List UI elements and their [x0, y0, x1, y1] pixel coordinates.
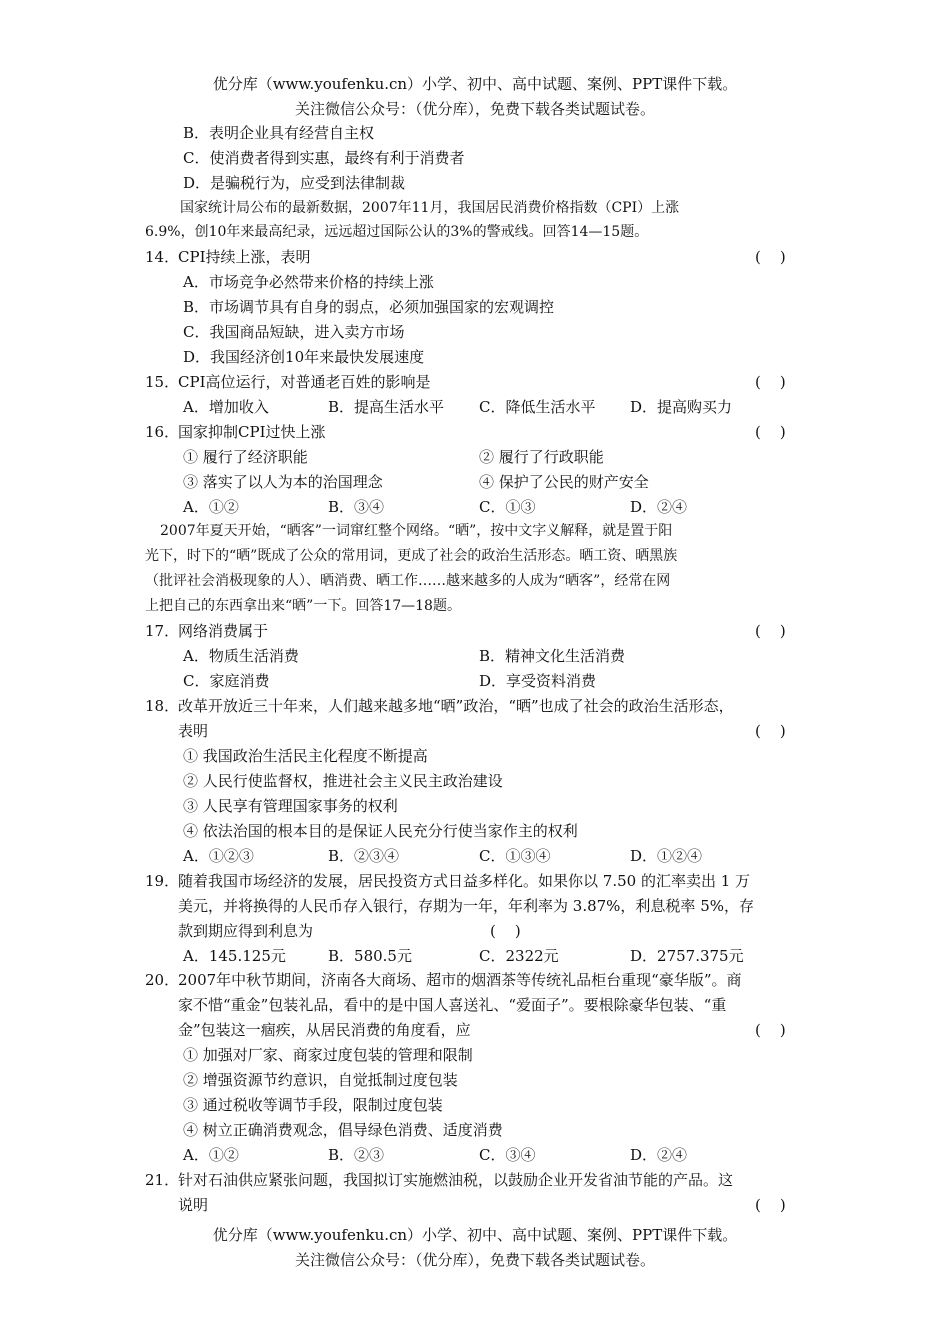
q19-option-a: A．145.125元	[183, 947, 286, 965]
q15-stem: CPI高位运行，对普通老百姓的影响是	[178, 373, 431, 391]
q18-answer-bracket: ( )	[755, 722, 786, 740]
q18-stem-line-1: 改革开放近三十年来，人们越来越多地“晒”政治，“晒”也成了社会的政治生活形态，	[178, 697, 734, 715]
q15-number: 15．	[145, 373, 180, 391]
q14-number: 14．	[145, 248, 180, 266]
q17-number: 17．	[145, 622, 180, 640]
q13-option-c: C．使消费者得到实惠，最终有利于消费者	[183, 149, 465, 167]
q20-stem-line-1: 2007年中秋节期间，济南各大商场、超市的烟酒茶等传统礼品柜台重现“豪华版”。商	[178, 971, 742, 989]
q14-stem: CPI持续上涨，表明	[178, 248, 311, 266]
q18-option-b: B．②③④	[328, 847, 400, 865]
q14-answer-bracket: ( )	[755, 248, 786, 266]
q19-stem-line-1: 随着我国市场经济的发展，居民投资方式日益多样化。如果你以 7.50 的汇率卖出 1 万	[178, 872, 751, 890]
q20-number: 20．	[145, 971, 180, 989]
q21-stem-line-2: 说明	[178, 1196, 209, 1214]
q19-stem-line-3: 款到期应得到利息为	[178, 922, 314, 940]
q18-option-c: C．①③④	[479, 847, 551, 865]
q16-option-c: C．①③	[479, 498, 536, 516]
q16-statement-4: ④ 保护了公民的财产安全	[479, 473, 649, 491]
q18-option-a: A．①②③	[183, 847, 254, 865]
q21-answer-bracket: ( )	[755, 1196, 786, 1214]
q14-option-d: D．我国经济创10年来最快发展速度	[183, 348, 425, 366]
q19-number: 19．	[145, 872, 180, 890]
q15-option-a: A．增加收入	[183, 398, 269, 416]
header-line-2: 关注微信公众号：（优分库），免费下载各类试题试卷。	[294, 100, 655, 118]
header-line-1: 优分库（www.youfenku.cn）小学、初中、高中试题、案例、PPT课件下载。	[212, 75, 738, 93]
q20-answer-bracket: ( )	[755, 1021, 786, 1039]
q20-statement-2: ② 增强资源节约意识，自觉抵制过度包装	[183, 1071, 458, 1089]
q20-option-b: B．②③	[328, 1146, 385, 1164]
q17-option-b: B．精神文化生活消费	[479, 647, 626, 665]
q17-option-a: A．物质生活消费	[183, 647, 299, 665]
q16-number: 16．	[145, 423, 180, 441]
material-cpi-line-1: 国家统计局公布的最新数据，2007年11月，我国居民消费价格指数（CPI）上涨	[180, 200, 680, 216]
q15-option-c: C．降低生活水平	[479, 398, 596, 416]
q20-statement-1: ① 加强对厂家、商家过度包装的管理和限制	[183, 1046, 473, 1064]
q14-option-b: B．市场调节具有自身的弱点，必须加强国家的宏观调控	[183, 298, 555, 316]
footer-line-2: 关注微信公众号：（优分库），免费下载各类试题试卷。	[294, 1251, 655, 1269]
q16-option-a: A．①②	[183, 498, 239, 516]
q17-stem: 网络消费属于	[178, 622, 269, 640]
q16-statement-3: ③ 落实了以人为本的治国理念	[183, 473, 383, 491]
q20-statement-4: ④ 树立正确消费观念，倡导绿色消费、适度消费	[183, 1121, 503, 1139]
q14-option-c: C．我国商品短缺，进入卖方市场	[183, 323, 405, 341]
material-shai-line-3: （批评社会消极现象的人）、晒消费、晒工作……越来越多的人成为“晒客”，经常在网	[145, 573, 671, 589]
q20-stem-line-3: 金”包装这一痼疾，从居民消费的角度看，应	[178, 1021, 471, 1039]
q20-statement-3: ③ 通过税收等调节手段，限制过度包装	[183, 1096, 443, 1114]
q16-answer-bracket: ( )	[755, 423, 786, 441]
q18-stem-line-2: 表明	[178, 722, 209, 740]
q19-answer-bracket: ( )	[490, 922, 521, 940]
q21-stem-line-1: 针对石油供应紧张问题，我国拟订实施燃油税，以鼓励企业开发省油节能的产品。这	[178, 1171, 734, 1189]
material-shai-line-2: 光下，时下的“晒”既成了公众的常用词，更成了社会的政治生活形态。晒工资、晒黑族	[145, 548, 678, 564]
q17-option-c: C．家庭消费	[183, 672, 270, 690]
q16-stem: 国家抑制CPI过快上涨	[178, 423, 326, 441]
q20-option-d: D．②④	[630, 1146, 688, 1164]
q19-option-b: B．580.5元	[328, 947, 412, 965]
footer-line-1: 优分库（www.youfenku.cn）小学、初中、高中试题、案例、PPT课件下载。	[212, 1226, 738, 1244]
q17-answer-bracket: ( )	[755, 622, 786, 640]
q16-statement-1: ① 履行了经济职能	[183, 448, 308, 466]
q14-option-a: A．市场竞争必然带来价格的持续上涨	[183, 273, 434, 291]
q18-statement-1: ① 我国政治生活民主化程度不断提高	[183, 747, 428, 765]
material-cpi-line-2: 6.9%，创10年来最高纪录，远远超过国际公认的3%的警戒线。回答14—15题。	[145, 224, 649, 240]
q18-statement-3: ③ 人民享有管理国家事务的权利	[183, 797, 398, 815]
q20-option-c: C．③④	[479, 1146, 536, 1164]
q18-option-d: D．①②④	[630, 847, 703, 865]
q19-option-c: C．2322元	[479, 947, 559, 965]
q13-option-b: B．表明企业具有经营自主权	[183, 124, 375, 142]
q15-option-d: D．提高购买力	[630, 398, 733, 416]
material-shai-line-1: 2007年夏天开始，“晒客”一词窜红整个网络。“晒”，按中文字义解释，就是置于阳	[160, 523, 673, 539]
q16-statement-2: ② 履行了行政职能	[479, 448, 604, 466]
q19-option-d: D．2757.375元	[630, 947, 744, 965]
q21-number: 21．	[145, 1171, 180, 1189]
q18-statement-4: ④ 依法治国的根本目的是保证人民充分行使当家作主的权利	[183, 822, 578, 840]
material-shai-line-4: 上把自己的东西拿出来“晒”一下。回答17—18题。	[145, 598, 461, 614]
q16-option-d: D．②④	[630, 498, 688, 516]
q18-number: 18．	[145, 697, 180, 715]
q20-stem-line-2: 家不惜“重金”包装礼品，看中的是中国人喜送礼、“爱面子”。要根除豪华包装、“重	[178, 996, 727, 1014]
q18-statement-2: ② 人民行使监督权，推进社会主义民主政治建设	[183, 772, 503, 790]
q19-stem-line-2: 美元，并将换得的人民币存入银行，存期为一年，年利率为 3.87%，利息税率 5%，存	[178, 897, 754, 915]
q17-option-d: D．享受资料消费	[479, 672, 597, 690]
q13-option-d: D．是骗税行为，应受到法律制裁	[183, 174, 406, 192]
q15-answer-bracket: ( )	[755, 373, 786, 391]
q16-option-b: B．③④	[328, 498, 385, 516]
q15-option-b: B．提高生活水平	[328, 398, 445, 416]
q20-option-a: A．①②	[183, 1146, 239, 1164]
